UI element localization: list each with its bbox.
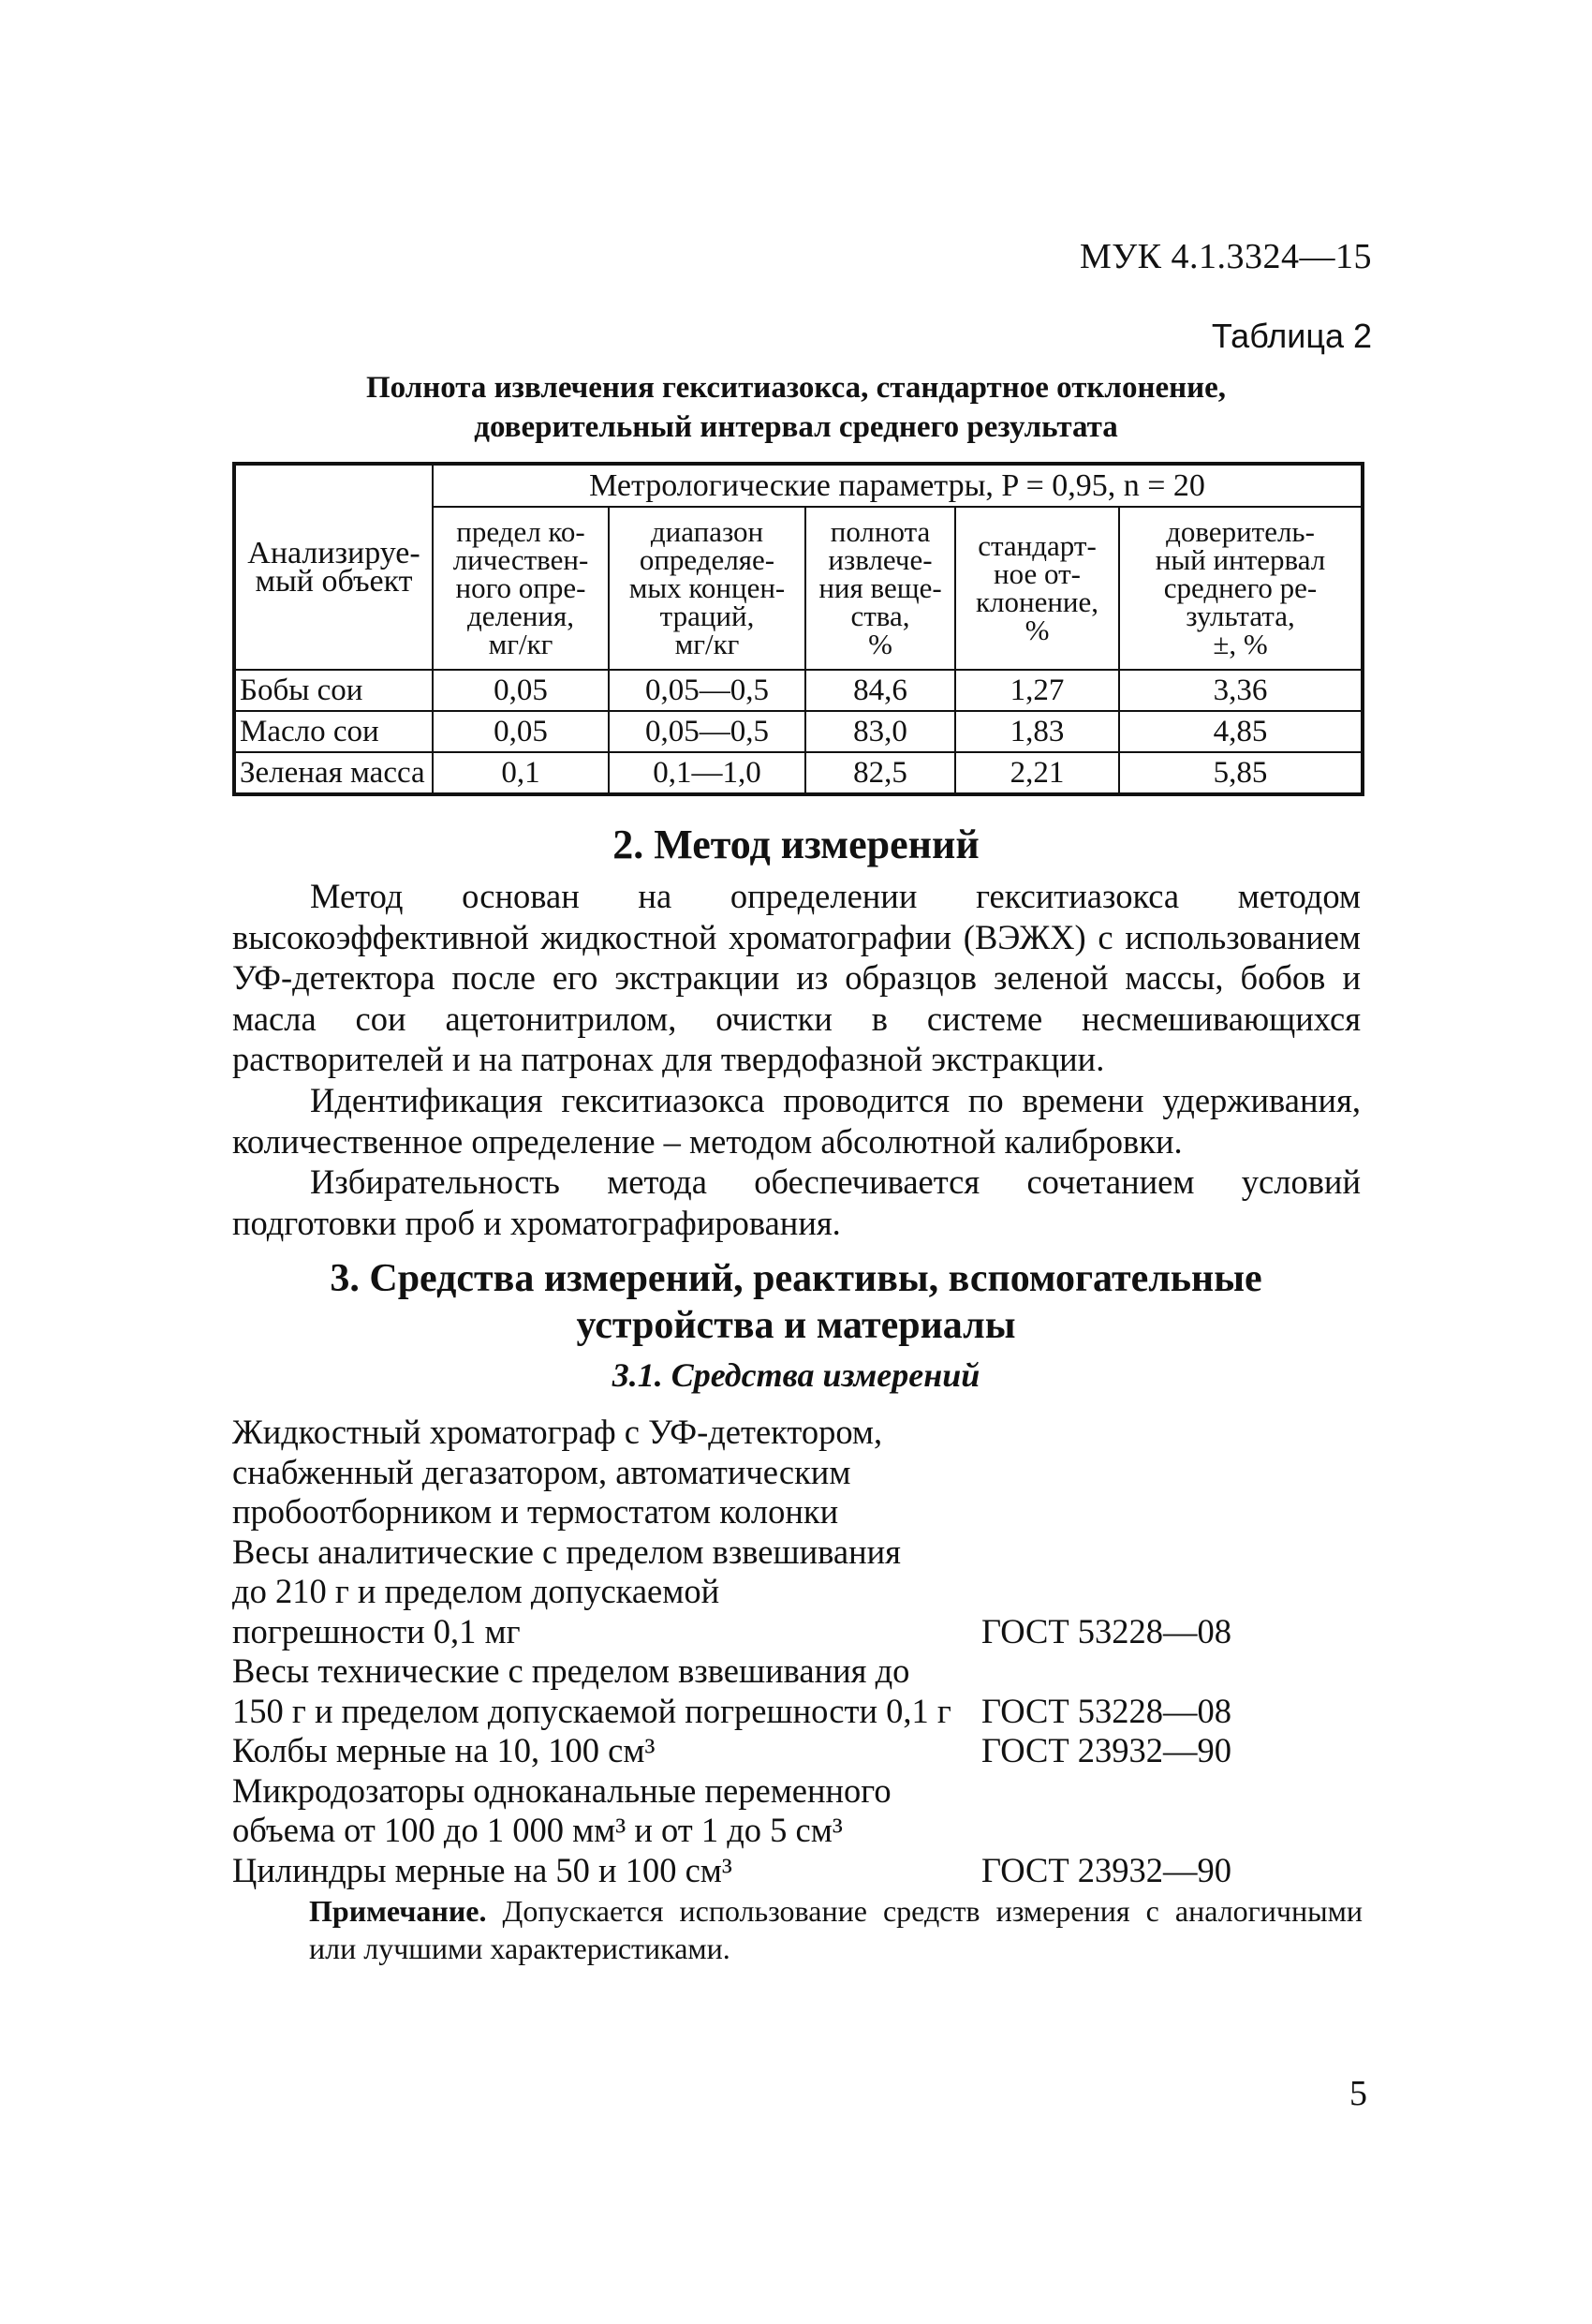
- group-header: Метрологические параметры, P = 0,95, n = 20: [433, 464, 1363, 507]
- list-item: [232, 1851, 1365, 1891]
- paragraph-identification: Идентификация гекситиазокса проводится по времени удерживания, количественное определение – методом абсолютной калибровки.: [232, 1081, 1361, 1161]
- header-line: %: [1024, 614, 1050, 646]
- object-cell: Масло сои: [234, 711, 433, 752]
- table-row: [234, 752, 1363, 794]
- item-text-line: объема от 100 до 1 000 мм³ и от 1 до 5 см³: [232, 1811, 843, 1849]
- header-line: траций,: [659, 600, 755, 632]
- paragraph-method: Метод основан на определении гекситиазокса методом высокоэффективной жидкостной хроматографии (ВЭЖХ) с использованием УФ-детектора после его экстракции из образцов зеленой массы, бобов и масла сои ацетонитрилом, очистки в системе несмешивающихся растворителей и на патронах для твердофазной экстракции.: [232, 877, 1361, 1078]
- table-title-line: доверительный интервал среднего результата: [474, 410, 1118, 444]
- table-cell: 0,1—1,0: [609, 752, 805, 794]
- section-2-heading: 2. Метод измерений: [612, 822, 980, 867]
- header-line: %: [868, 628, 892, 660]
- header-line: Анализируе-: [247, 535, 420, 570]
- list-item: [232, 1413, 1365, 1532]
- header-line: диапазон: [650, 515, 764, 548]
- page-number: 5: [1349, 2074, 1367, 2113]
- item-standard: ГОСТ 23932—90: [981, 1850, 1232, 1889]
- header-line: определяе-: [639, 543, 775, 576]
- column-header-std-dev: [955, 507, 1119, 670]
- table-label: Таблица 2: [1211, 317, 1372, 355]
- table-cell: 83,0: [805, 711, 955, 752]
- list-item: [232, 1532, 1365, 1652]
- table-cell: 4,85: [1119, 711, 1363, 752]
- header-line: ное от-: [994, 557, 1081, 590]
- column-header-quant-limit: [433, 507, 609, 670]
- header-line: извлече-: [828, 543, 933, 576]
- header-line: ный интервал: [1155, 543, 1326, 576]
- table-cell: 1,27: [955, 670, 1119, 711]
- item-text-line: Колбы мерные на 10, 100 см³: [232, 1731, 656, 1769]
- header-line: личествен-: [452, 543, 589, 576]
- table-cell: 2,21: [955, 752, 1119, 794]
- subsection-3-1-heading: 3.1. Средства измерений: [612, 1356, 980, 1394]
- item-text-line: Микродозаторы одноканальные переменного: [232, 1770, 892, 1810]
- header-line: стандарт-: [978, 529, 1097, 562]
- header-line: среднего ре-: [1163, 571, 1318, 604]
- column-header-range: [609, 507, 805, 670]
- header-line: зультата,: [1186, 600, 1295, 632]
- list-item: [232, 1771, 1365, 1851]
- table-cell: 82,5: [805, 752, 955, 794]
- table-row: [234, 670, 1363, 711]
- header-line: доверитель-: [1166, 515, 1315, 548]
- header-line: ного опре-: [455, 571, 586, 604]
- item-text-line: погрешности 0,1 мг: [232, 1611, 521, 1650]
- header-line: ±, %: [1213, 628, 1268, 660]
- item-standard: ГОСТ 53228—08: [981, 1611, 1232, 1650]
- metrology-table: [232, 462, 1364, 796]
- note: [309, 1892, 1363, 1967]
- table-cell: 5,85: [1119, 752, 1363, 794]
- table-cell: 3,36: [1119, 670, 1363, 711]
- header-line: мг/кг: [674, 628, 740, 660]
- header-line: ства,: [850, 600, 910, 632]
- table-row: [234, 711, 1363, 752]
- header-line: мых концен-: [628, 571, 786, 604]
- item-text-line: до 210 г и пределом допускаемой: [232, 1572, 720, 1610]
- item-text-line: Весы технические с пределом взвешивания до: [232, 1651, 910, 1690]
- header-line: мг/кг: [488, 628, 553, 660]
- item-text-line: Цилиндры мерные на 50 и 100 см³: [232, 1850, 732, 1889]
- item-standard: ГОСТ 23932—90: [981, 1731, 1232, 1769]
- header-line: клонение,: [975, 585, 1099, 618]
- section-3-heading: [0, 1255, 1592, 1349]
- table-cell: 84,6: [805, 670, 955, 711]
- table-cell: 1,83: [955, 711, 1119, 752]
- table-cell: 0,05—0,5: [609, 670, 805, 711]
- item-standard: ГОСТ 53228—08: [981, 1691, 1232, 1730]
- instruments-list: [232, 1413, 1365, 1890]
- item-text-line: Весы аналитические с пределом взвешивания: [232, 1532, 901, 1571]
- document-code: МУК 4.1.3324—15: [1079, 237, 1372, 276]
- item-text-line: снабженный дегазатором, автоматическим: [232, 1452, 851, 1491]
- table-title-line: Полнота извлечения гекситиазокса, стандартное отклонение,: [365, 371, 1227, 405]
- item-text-line: пробоотборником и термостатом колонки: [232, 1492, 839, 1531]
- heading-line: устройства и материалы: [576, 1304, 1016, 1347]
- table-cell: 0,05: [433, 711, 609, 752]
- table-title: [234, 368, 1358, 447]
- object-cell: Бобы сои: [234, 670, 433, 711]
- paragraph-selectivity: Избирательность метода обеспечивается сочетанием условий подготовки проб и хроматографирования.: [232, 1162, 1361, 1242]
- note-label: Примечание.: [309, 1894, 487, 1928]
- item-text-line: 150 г и пределом допускаемой погрешности 0,1 г: [232, 1691, 951, 1730]
- table-cell: 0,1: [433, 752, 609, 794]
- list-item: [232, 1651, 1365, 1731]
- column-header-confidence-interval: [1119, 507, 1363, 670]
- header-line: мый объект: [255, 563, 413, 599]
- header-line: предел ко-: [456, 515, 585, 548]
- heading-line: 3. Средства измерений, реактивы, вспомогательные: [330, 1257, 1262, 1300]
- header-line: ния веще-: [818, 571, 942, 604]
- column-header-recovery: [805, 507, 955, 670]
- note-text: Допускается использование средств измерения с аналогичными или лучшими характеристиками.: [309, 1894, 1363, 1965]
- list-item: [232, 1731, 1365, 1771]
- header-line: деления,: [467, 600, 574, 632]
- table-cell: 0,05—0,5: [609, 711, 805, 752]
- table-cell: 0,05: [433, 670, 609, 711]
- header-line: полнота: [830, 515, 931, 548]
- item-text-line: Жидкостный хроматограф с УФ-детектором,: [232, 1413, 883, 1451]
- object-cell: Зеленая масса: [234, 752, 433, 794]
- object-header: [234, 464, 433, 670]
